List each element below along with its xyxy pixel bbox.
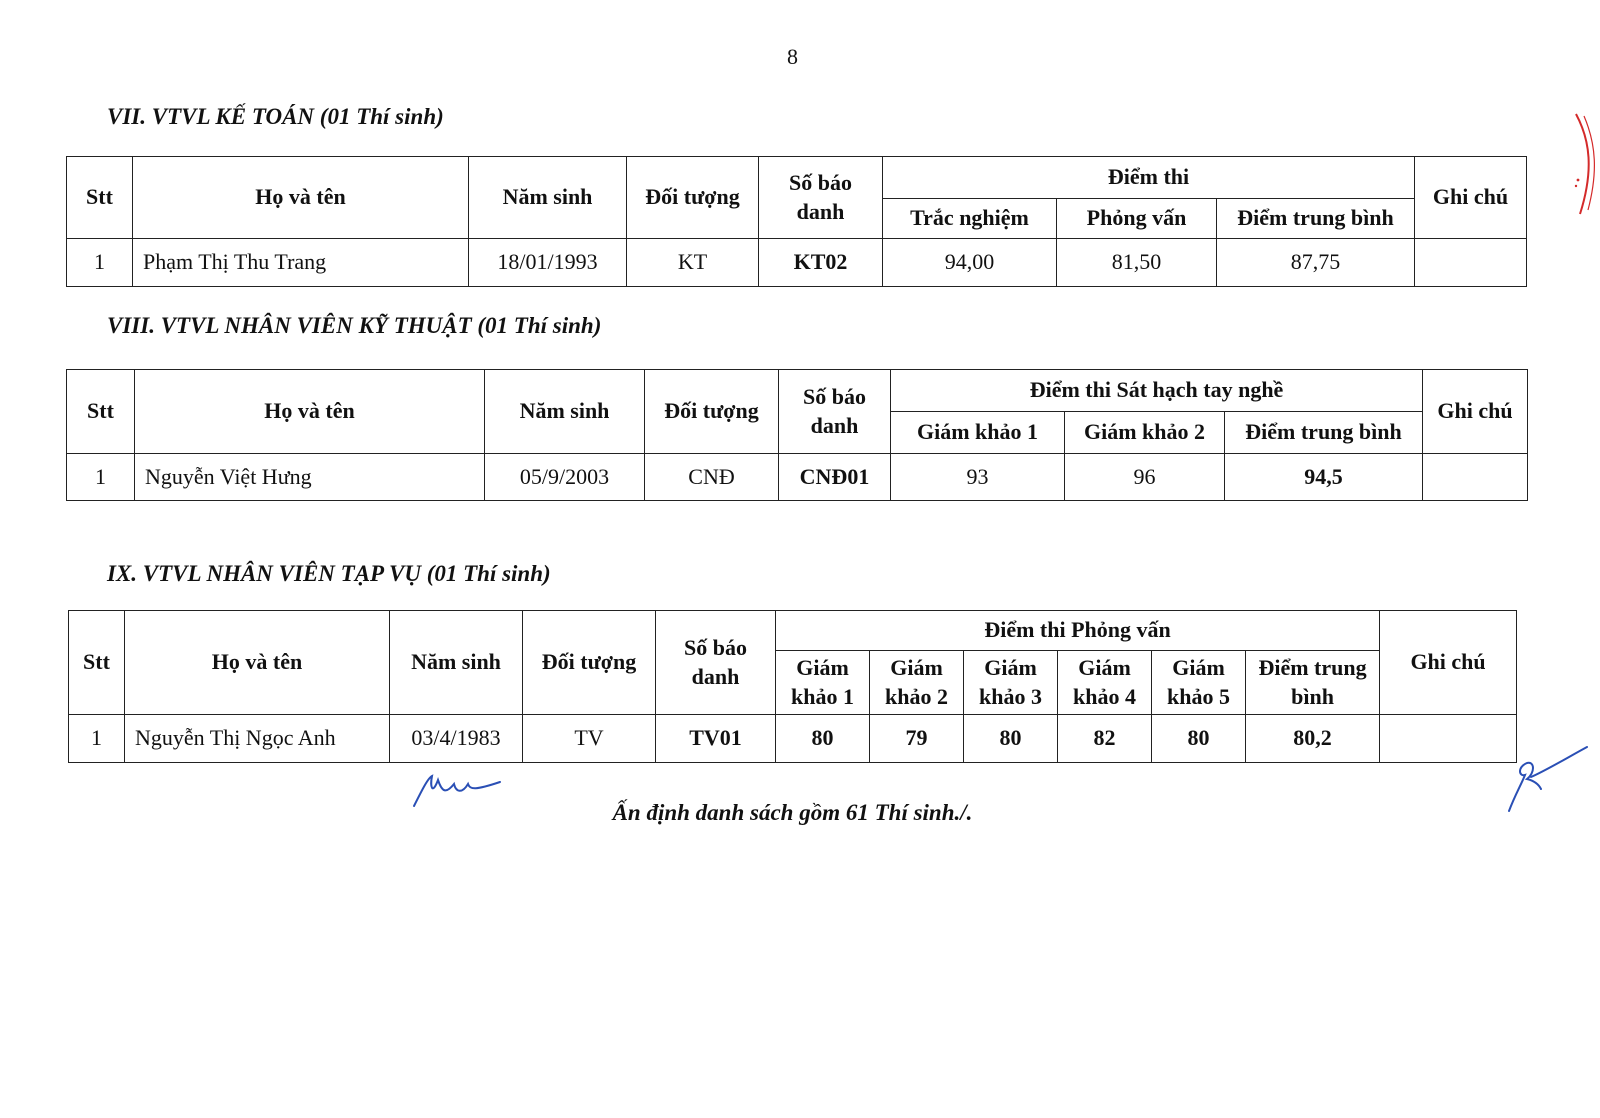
header-sub-score: Giám khảo 2 — [1065, 412, 1225, 454]
table-row — [67, 454, 1528, 501]
cell-note — [1415, 239, 1527, 287]
header-group: Đối tượng — [627, 157, 759, 239]
cell-sbd: KT02 — [759, 239, 883, 287]
section-title-ke-toan: VII. VTVL KẾ TOÁN (01 Thí sinh) — [107, 104, 444, 129]
cell-score: 96 — [1065, 454, 1225, 501]
cell-group: CNĐ — [645, 454, 779, 501]
header-group: Đối tượng — [523, 611, 656, 715]
header-note: Ghi chú — [1415, 157, 1527, 239]
closing-note: Ấn định danh sách gồm 61 Thí sinh./. — [612, 800, 973, 825]
header-stt: Stt — [67, 370, 135, 454]
cell-note — [1423, 454, 1528, 501]
cell-sbd: CNĐ01 — [779, 454, 891, 501]
cell-note — [1380, 715, 1517, 763]
cell-score: 80 — [964, 715, 1058, 763]
cell-score: 93 — [891, 454, 1065, 501]
header-sub-score: Giám khảo 5 — [1152, 651, 1246, 715]
table-tap-vu — [68, 610, 1517, 763]
header-dob: Năm sinh — [469, 157, 627, 239]
header-name: Họ và tên — [133, 157, 469, 239]
header-sub-score: Phỏng vấn — [1057, 199, 1217, 239]
section-title-tap-vu: IX. VTVL NHÂN VIÊN TẠP VỤ (01 Thí sinh) — [107, 561, 551, 586]
cell-name: Nguyễn Việt Hưng — [135, 454, 485, 501]
header-sbd: Số báo danh — [779, 370, 891, 454]
cell-score: 81,50 — [1057, 239, 1217, 287]
table-ky-thuat — [66, 369, 1528, 501]
header-sub-score: Giám khảo 3 — [964, 651, 1058, 715]
stamp-fragment — [1570, 110, 1598, 220]
header-score-group: Điểm thi — [883, 157, 1415, 199]
cell-score: 94,5 — [1225, 454, 1423, 501]
cell-score: 80 — [1152, 715, 1246, 763]
cell-score: 80 — [776, 715, 870, 763]
header-sbd: Số báo danh — [759, 157, 883, 239]
cell-group: KT — [627, 239, 759, 287]
cell-dob: 05/9/2003 — [485, 454, 645, 501]
cell-score: 82 — [1058, 715, 1152, 763]
cell-stt: 1 — [67, 239, 133, 287]
header-dob: Năm sinh — [390, 611, 523, 715]
header-stt: Stt — [69, 611, 125, 715]
header-score-group: Điểm thi Phỏng vấn — [776, 611, 1380, 651]
page-number: 8 — [787, 44, 798, 69]
header-score-group: Điểm thi Sát hạch tay nghề — [891, 370, 1423, 412]
cell-score: 87,75 — [1217, 239, 1415, 287]
section-title-ky-thuat: VIII. VTVL NHÂN VIÊN KỸ THUẬT (01 Thí sinh) — [107, 313, 602, 338]
cell-name: Nguyễn Thị Ngọc Anh — [125, 715, 390, 763]
cell-group: TV — [523, 715, 656, 763]
cell-dob: 18/01/1993 — [469, 239, 627, 287]
header-sub-score: Điểm trung bình — [1217, 199, 1415, 239]
cell-score: 80,2 — [1246, 715, 1380, 763]
header-sub-score: Giám khảo 2 — [870, 651, 964, 715]
header-stt: Stt — [67, 157, 133, 239]
header-note: Ghi chú — [1380, 611, 1517, 715]
cell-dob: 03/4/1983 — [390, 715, 523, 763]
header-sub-score: Trắc nghiệm — [883, 199, 1057, 239]
header-name: Họ và tên — [125, 611, 390, 715]
header-group: Đối tượng — [645, 370, 779, 454]
header-sub-score: Giám khảo 1 — [776, 651, 870, 715]
header-sub-score: Điểm trung bình — [1225, 412, 1423, 454]
table-ke-toan — [66, 156, 1527, 287]
header-sub-score: Điểm trung bình — [1246, 651, 1380, 715]
cell-stt: 1 — [67, 454, 135, 501]
header-dob: Năm sinh — [485, 370, 645, 454]
cell-sbd: TV01 — [656, 715, 776, 763]
cell-stt: 1 — [69, 715, 125, 763]
header-note: Ghi chú — [1423, 370, 1528, 454]
cell-score: 94,00 — [883, 239, 1057, 287]
header-sub-score: Giám khảo 4 — [1058, 651, 1152, 715]
cell-score: 79 — [870, 715, 964, 763]
cell-name: Phạm Thị Thu Trang — [133, 239, 469, 287]
header-name: Họ và tên — [135, 370, 485, 454]
header-sub-score: Giám khảo 1 — [891, 412, 1065, 454]
table-row — [69, 715, 1517, 763]
header-sbd: Số báo danh — [656, 611, 776, 715]
table-row — [67, 239, 1527, 287]
